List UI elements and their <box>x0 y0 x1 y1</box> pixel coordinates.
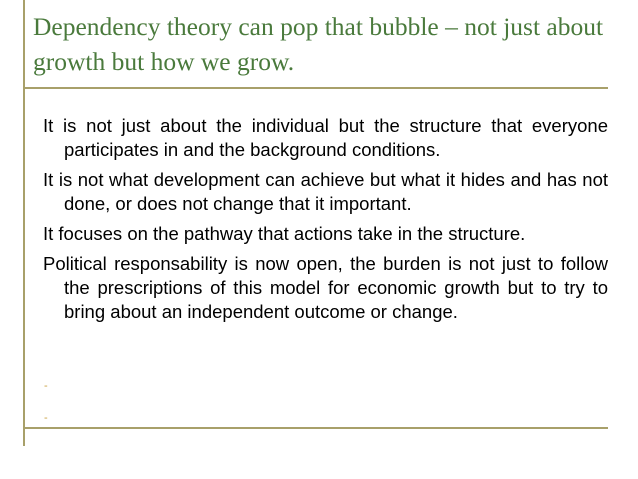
bottom-divider <box>23 427 608 429</box>
empty-bullet-2: - <box>44 412 48 424</box>
title-divider <box>23 87 608 89</box>
paragraph-3: It focuses on the pathway that actions take in the structure. <box>43 223 526 244</box>
body-text <box>43 114 608 330</box>
paragraph-1: It is not just about the individual but the structure that everyone participates in and the background conditions. <box>43 115 608 160</box>
slide-title: Dependency theory can pop that bubble – not just about growth but how we grow. <box>33 12 604 76</box>
empty-bullet-1: - <box>44 380 48 392</box>
paragraph-4: Political responsability is now open, the burden is not just to follow the prescriptions of this model for economic growth but to try to bring about an independent outcome or change. <box>43 253 608 322</box>
left-border-line <box>23 0 25 446</box>
paragraph-2: It is not what development can achieve but what it hides and has not done, or does not change that it important. <box>43 169 608 214</box>
